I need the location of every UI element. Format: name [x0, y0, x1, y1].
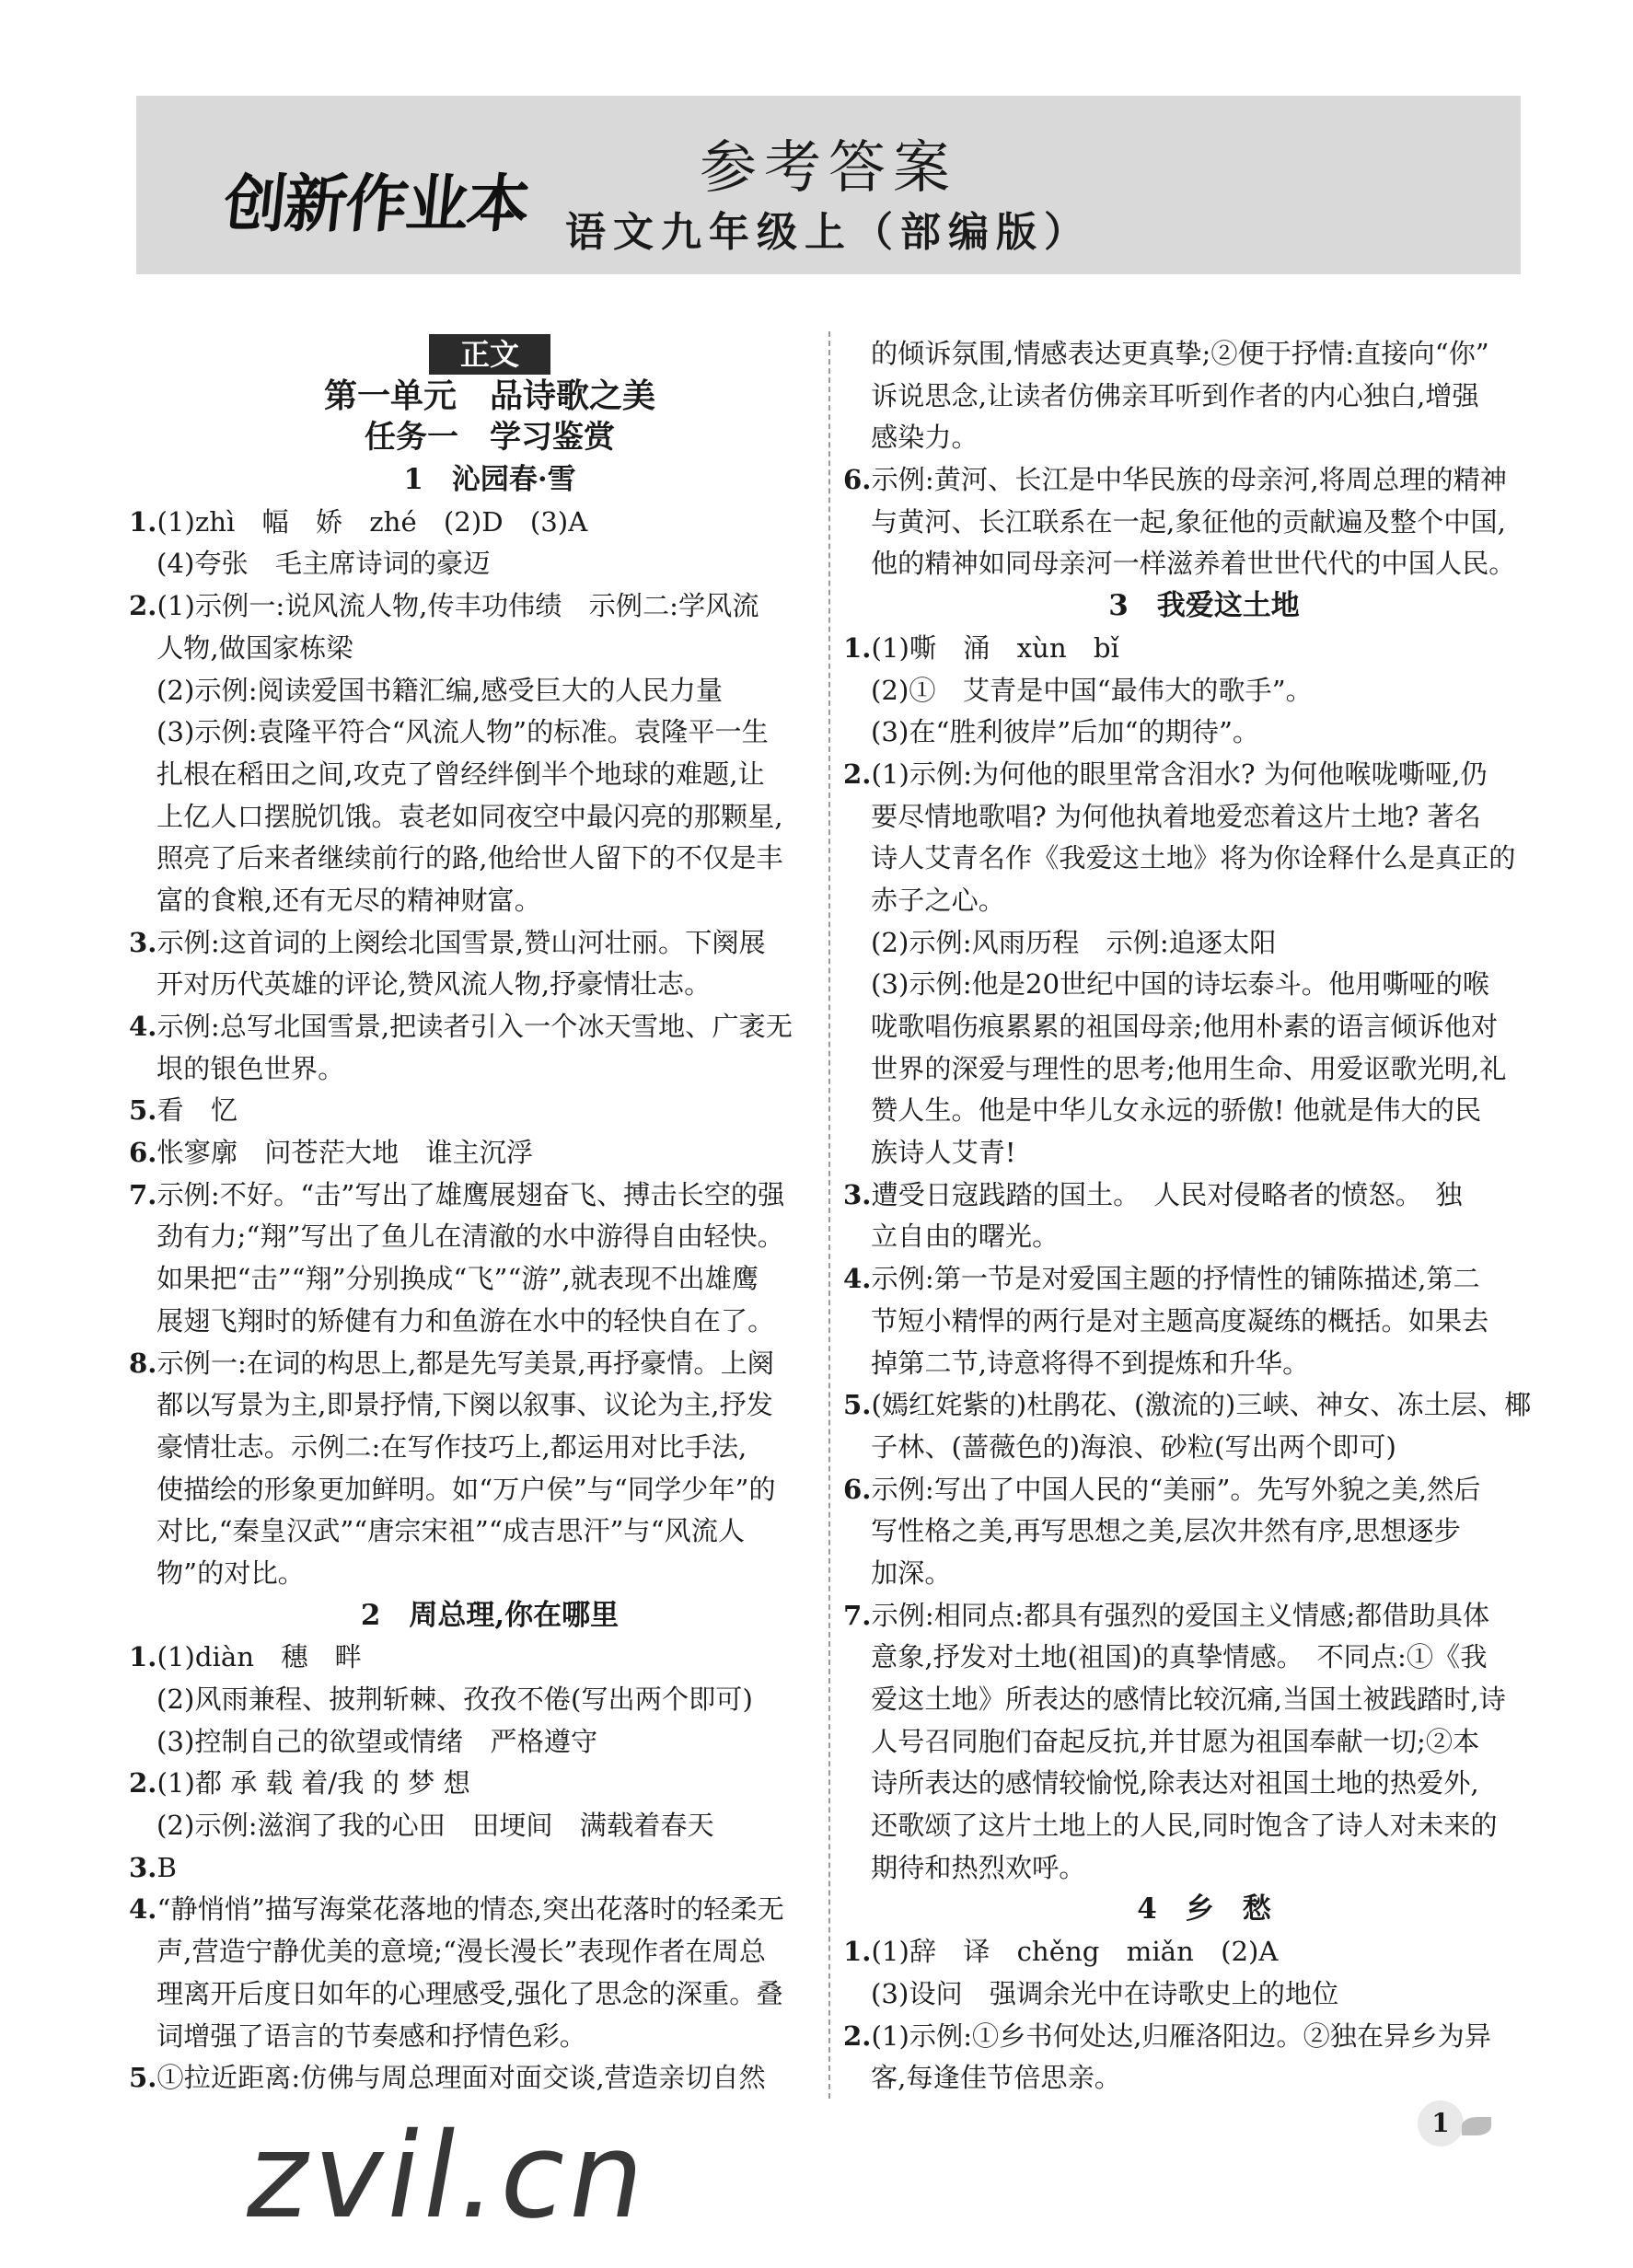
answer-text: (嫣红姹紫的)杜鹃花、(激流的)三峡、神女、冻土层、椰 — [871, 1389, 1532, 1421]
answer-line: 期待和热烈欢呼。 — [871, 1851, 1086, 1883]
brand-logo: 创新作业本 — [220, 168, 532, 241]
answer-line: 客,每逢佳节倍思亲。 — [871, 2062, 1121, 2094]
section-badge — [129, 333, 851, 376]
answer-item — [129, 1847, 851, 1890]
answer-line: 赞人生。他是中华儿女永远的骄傲! 他就是伟大的民 — [871, 1094, 1482, 1127]
answer-line: (3)控制自己的欲望或情绪 严格遵守 — [156, 1725, 598, 1757]
page-header — [136, 96, 1521, 274]
answer-line: 扎根在稻田之间,攻克了曾经绊倒半个地球的难题,让 — [156, 758, 765, 790]
answer-line: 与黄河、长江联系在一起,象征他的贡献遍及整个中国, — [871, 505, 1506, 538]
answer-number: 2. — [129, 590, 157, 622]
answer-item — [129, 1763, 851, 1805]
lesson-title: 4 乡 愁 — [1137, 1892, 1271, 1927]
answer-item — [843, 1258, 1565, 1301]
answer-item — [129, 1006, 851, 1048]
answer-number: 3. — [129, 926, 157, 958]
answer-text: (1)示例:为何他的眼里常含泪水? 为何他喉咙嘶哑,仍 — [871, 758, 1488, 790]
answer-number: 6. — [129, 1137, 157, 1169]
answer-line: 诉说思念,让读者仿佛亲耳听到作者的内心独白,增强 — [871, 379, 1479, 411]
answer-text: (1)辞 译 chěng miǎn (2)A — [871, 1936, 1279, 1968]
answer-number: 1. — [843, 631, 872, 664]
answer-line: (2)示例:滋润了我的心田 田埂间 满载着春天 — [156, 1810, 714, 1842]
answer-number: 1. — [129, 505, 157, 538]
answer-text: 怅寥廓 问苍茫大地 谁主沉浮 — [156, 1137, 534, 1169]
right-column — [843, 333, 1565, 2100]
answer-line: 加深。 — [871, 1556, 952, 1589]
answer-text: B — [156, 1851, 177, 1883]
answer-line: 声,营造宁静优美的意境;“漫长漫长”表现作者在周总 — [156, 1936, 766, 1968]
answer-text: 示例:第一节是对爱国主题的抒情性的铺陈描述,第二 — [871, 1263, 1480, 1295]
answer-number: 7. — [843, 1599, 872, 1631]
answer-text: 示例:总写北国雪景,把读者引入一个冰天雪地、广袤无 — [156, 1011, 793, 1042]
answer-number: 2. — [129, 1767, 157, 1799]
answer-text: ①拉近距离:仿佛与周总理面对面交谈,营造亲切自然 — [156, 2062, 766, 2094]
header-title: 参考答案 — [699, 133, 957, 201]
answer-item — [129, 1637, 851, 1679]
answer-line: (3)设问 强调余光中在诗歌史上的地位 — [871, 1977, 1339, 2009]
header-subtitle: 语文九年级上（部编版） — [565, 209, 1092, 256]
section-heading: 第一单元 品诗歌之美 — [323, 376, 655, 415]
answer-line: 要尽情地歌唱? 为何他执着地爱恋着这片土地? 著名 — [871, 800, 1481, 832]
answer-line: 写性格之美,再写思想之美,层次井然有序,思想逐步 — [871, 1515, 1461, 1547]
answer-line: 节短小精悍的两行是对主题高度凝练的概括。如果去 — [871, 1304, 1489, 1336]
answer-item — [843, 1469, 1565, 1511]
answer-line: 还歌颂了这片土地上的人民,同时饱含了诗人对未来的 — [871, 1810, 1498, 1842]
answer-line: (3)示例:袁隆平符合“风流人物”的标准。袁隆平一生 — [156, 716, 769, 748]
watermark: zvil.cn — [236, 2108, 661, 2245]
answer-text: 示例:不好。“击”写出了雄鹰展翅奋飞、搏击长空的强 — [156, 1178, 785, 1210]
answer-text: 示例:这首词的上阕绘北国雪景,赞山河壮丽。下阕展 — [156, 926, 766, 958]
answer-line: 劲有力;“翔”写出了鱼儿在清澈的水中游得自由轻快。 — [156, 1221, 784, 1253]
answer-number: 6. — [843, 464, 872, 496]
left-column — [129, 333, 851, 2100]
leaf-icon — [1462, 2117, 1491, 2135]
answer-number: 5. — [843, 1389, 872, 1421]
answer-line: 诗人艾青名作《我爱这土地》将为你诠释什么是真正的 — [871, 842, 1516, 874]
answer-line: 开对历代英雄的评论,赞风流人物,抒豪情壮志。 — [156, 968, 712, 1001]
answer-text: (1)zhì 幅 娇 zhé (2)D (3)A — [156, 505, 588, 538]
answer-line: 人号召同胞们奋起反抗,并甘愿为祖国奉献一切;②本 — [871, 1725, 1480, 1757]
answer-line: 掉第二节,诗意将得不到提炼和升华。 — [871, 1347, 1310, 1379]
answer-line: (2)示例:风雨历程 示例:追逐太阳 — [871, 926, 1277, 958]
answer-line: 豪情壮志。示例二:在写作技巧上,都运用对比手法, — [156, 1430, 747, 1463]
answer-line: 感染力。 — [871, 422, 979, 454]
answer-item — [843, 754, 1565, 796]
answer-line: 如果把“击”“翔”分别换成“飞”“游”,就表现不出雄鹰 — [156, 1263, 759, 1295]
answer-item — [129, 502, 851, 544]
answer-text: 遭受日寇践踏的国土。 人民对侵略者的愤怒。 独 — [871, 1178, 1463, 1210]
answer-number: 4. — [843, 1263, 872, 1295]
answer-item — [843, 459, 1565, 502]
answer-number: 4. — [129, 1893, 157, 1926]
answer-number: 1. — [843, 1936, 872, 1968]
answer-line: 意象,抒发对土地(祖国)的真挚情感。 不同点:①《我 — [871, 1641, 1488, 1673]
answer-item — [129, 922, 851, 965]
answer-text: (1)示例一:说风流人物,传丰功伟绩 示例二:学风流 — [156, 590, 759, 622]
answer-text: (1)都 承 载 着/我 的 梦 想 — [156, 1767, 470, 1799]
answer-item — [843, 1174, 1565, 1217]
answer-number: 3. — [843, 1178, 872, 1210]
answer-line: (2)① 艾青是中国“最伟大的歌手”。 — [871, 674, 1313, 706]
answer-item — [129, 585, 851, 628]
answer-line: 使描绘的形象更加鲜明。如“万户侯”与“同学少年”的 — [156, 1473, 776, 1505]
answer-line: 赤子之心。 — [871, 884, 1005, 916]
answer-number: 2. — [843, 758, 872, 790]
answer-item — [129, 1174, 851, 1217]
answer-number: 8. — [129, 1347, 157, 1379]
answer-item — [129, 2057, 851, 2100]
answer-item — [129, 1343, 851, 1385]
answer-item — [129, 1132, 851, 1174]
answer-line: 都以写景为主,即景抒情,下阕以叙事、议论为主,抒发 — [156, 1389, 773, 1421]
section-heading: 任务一 学习鉴赏 — [365, 419, 615, 457]
answer-number: 5. — [129, 1094, 157, 1127]
answer-line: (3)示例:他是20世纪中国的诗坛泰斗。他用嘶哑的喉 — [871, 968, 1490, 1001]
answer-line: 诗所表达的感情较愉悦,除表达对祖国土地的热爱外, — [871, 1767, 1479, 1799]
answer-line: 爱这土地》所表达的感情比较沉痛,当国土被践踏时,诗 — [871, 1684, 1506, 1715]
answer-line: 垠的银色世界。 — [156, 1052, 345, 1084]
answer-text: 示例:黄河、长江是中华民族的母亲河,将周总理的精神 — [871, 464, 1507, 496]
answer-text: 示例:写出了中国人民的“美丽”。先写外貌之美,然后 — [871, 1473, 1481, 1505]
answer-number: 4. — [129, 1011, 157, 1042]
answer-number: 5. — [129, 2062, 157, 2094]
column-divider — [828, 331, 830, 2099]
answer-text: 看 忆 — [156, 1094, 238, 1127]
answer-line: 对比,“秦皇汉武”“唐宗宋祖”“成吉思汗”与“风流人 — [156, 1515, 746, 1547]
answer-text: (1)嘶 涌 xùn bǐ — [871, 631, 1119, 664]
answer-line: 子林、(蔷薇色的)海浪、砂粒(写出两个即可) — [871, 1430, 1396, 1463]
answer-line: 立自由的曙光。 — [871, 1221, 1060, 1253]
answer-number: 2. — [843, 2019, 872, 2052]
answer-line: 理离开后度日如年的心理感受,强化了思念的深重。叠 — [156, 1977, 783, 2009]
answer-item — [129, 1889, 851, 1931]
answer-line: 世界的深爱与理性的思考;他用生命、用爱讴歌光明,礼 — [871, 1052, 1507, 1084]
answer-line: (4)夸张 毛主席诗词的豪迈 — [156, 548, 491, 580]
lesson-title: 1 沁园春·雪 — [403, 463, 576, 497]
answer-line: 词增强了语言的节奏感和抒情色彩。 — [156, 2019, 586, 2052]
answer-text: (1)示例:①乡书何处达,归雁洛阳边。②独在异乡为异 — [871, 2019, 1491, 2052]
answer-number: 3. — [129, 1851, 157, 1883]
answer-line: 咙歌唱伤痕累累的祖国母亲;他用朴素的语言倾诉他对 — [871, 1011, 1499, 1042]
page-number: 1 — [1418, 2100, 1464, 2146]
answer-line: (2)示例:阅读爱国书籍汇编,感受巨大的人民力量 — [156, 674, 724, 706]
answer-line: (3)在“胜利彼岸”后加“的期待”。 — [871, 716, 1260, 748]
answer-line: 上亿人口摆脱饥饿。袁老如同夜空中最闪亮的那颗星, — [156, 800, 783, 832]
answer-line: 人物,做国家栋梁 — [156, 631, 353, 664]
answer-text: (1)diàn 穗 畔 — [156, 1641, 362, 1673]
section-badge-label: 正文 — [429, 334, 550, 375]
answer-line: 富的食粮,还有无尽的精神财富。 — [156, 884, 541, 916]
answer-item — [843, 1595, 1565, 1637]
answer-item — [843, 1384, 1565, 1427]
answer-line: 照亮了后来者继续前行的路,他给世人留下的不仅是丰 — [156, 842, 783, 874]
answer-text: “静悄悄”描写海棠花落地的情态,突出花落时的轻柔无 — [156, 1893, 784, 1926]
answer-line: 物”的对比。 — [156, 1556, 305, 1589]
answer-number: 7. — [129, 1178, 157, 1210]
answer-line: 展翅飞翔时的矫健有力和鱼游在水中的轻快自在了。 — [156, 1304, 775, 1336]
answer-line: 的倾诉氛围,情感表达更真挚;②便于抒情:直接向“你” — [871, 338, 1489, 369]
answer-item — [843, 1931, 1565, 1973]
answer-number: 6. — [843, 1473, 872, 1505]
lesson-title: 2 周总理,你在哪里 — [360, 1598, 620, 1632]
answer-line: (2)风雨兼程、披荆斩棘、孜孜不倦(写出两个即可) — [156, 1684, 753, 1715]
answer-item — [843, 628, 1565, 670]
answer-text: 示例一:在词的构思上,都是先写美景,再抒豪情。上阕 — [156, 1347, 774, 1379]
answer-text: 示例:相同点:都具有强烈的爱国主义情感;都借助具体 — [871, 1599, 1490, 1631]
answer-item — [129, 1090, 851, 1132]
answer-item — [843, 2016, 1565, 2058]
answer-line: 他的精神如同母亲河一样滋养着世世代代的中国人民。 — [871, 548, 1516, 580]
answer-number: 1. — [129, 1641, 157, 1673]
lesson-title: 3 我爱这土地 — [1108, 589, 1300, 623]
answer-line: 族诗人艾青! — [871, 1137, 1016, 1169]
